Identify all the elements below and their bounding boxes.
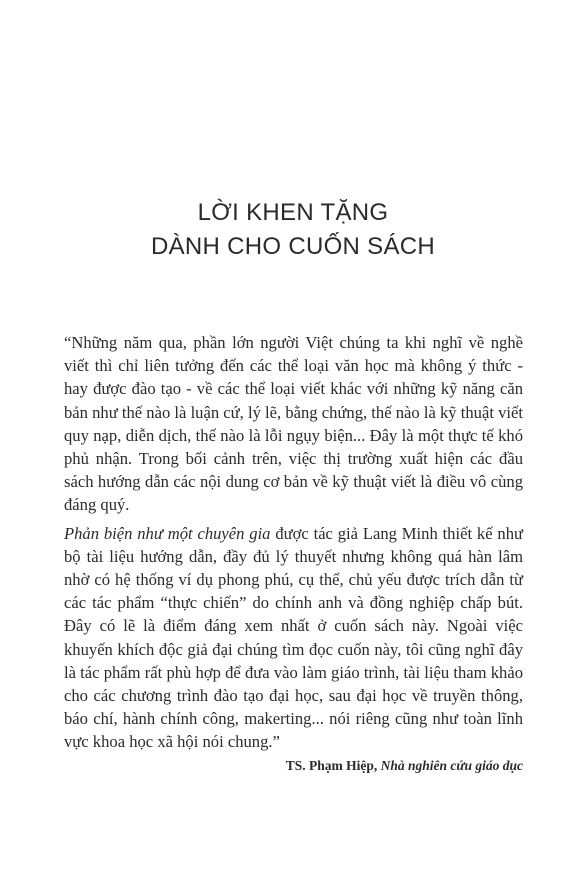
paragraph-2-text: được tác giả Lang Minh thiết kế như bộ tài liệu hướng dẫn, đầy đủ lý thuyết nhưng không quá hàn lâm nhờ có hệ thống ví dụ phong phú, cụ thể, chủ yếu được trích dẫn từ các tác phẩm “thực chiến” do chính anh và đồng nghiệp chấp bút. Đây có lẽ là điểm đáng xem nhất ở cuốn sách này. Ngoài việc khuyến khích độc giả đại chúng tìm đọc cuốn này, tôi cũng nghĩ đây là tác phẩm rất phù hợp để đưa vào làm giáo trình, tài liệu tham khảo cho các chương trình đào tạo đại học, sau đại học về truyền thông, báo chí, hành chính công, makerting... nói riêng cũng như toàn lĩnh vực khoa học xã hội nói chung.” — [64, 523, 523, 752]
signature-name: TS. Phạm Hiệp, — [285, 757, 378, 773]
paragraph-2 — [64, 522, 523, 754]
book-title: Phản biện như một chuyên gia — [64, 523, 271, 543]
page-heading — [0, 196, 586, 264]
paragraph-1: “Những năm qua, phần lớn người Việt chúng ta khi nghĩ về nghề viết thì chỉ liên tưởng đến các thể loại văn học mà không ý thức - hay được đào tạo - về các thể loại viết khác với những kỹ năng căn bản như thế nào là luận cứ, lý lẽ, bằng chứng, thế nào là kỹ thuật viết quy nạp, diễn dịch, thế nào là lỗi ngụy biện... Đây là một thực tế khó phủ nhận. Trong bối cảnh trên, việc thị trường xuất hiện các đầu sách hướng dẫn các nội dung cơ bản về kỹ thuật viết là điều vô cùng đáng quý. — [64, 333, 523, 515]
signature-role: Nhà nghiên cứu giáo dục — [380, 757, 523, 773]
signature — [64, 756, 523, 776]
heading-line-2: DÀNH CHO CUỐN SÁCH — [150, 233, 436, 260]
endorsement-body — [64, 331, 523, 776]
heading-line-1: LỜI KHEN TẶNG — [197, 199, 389, 226]
